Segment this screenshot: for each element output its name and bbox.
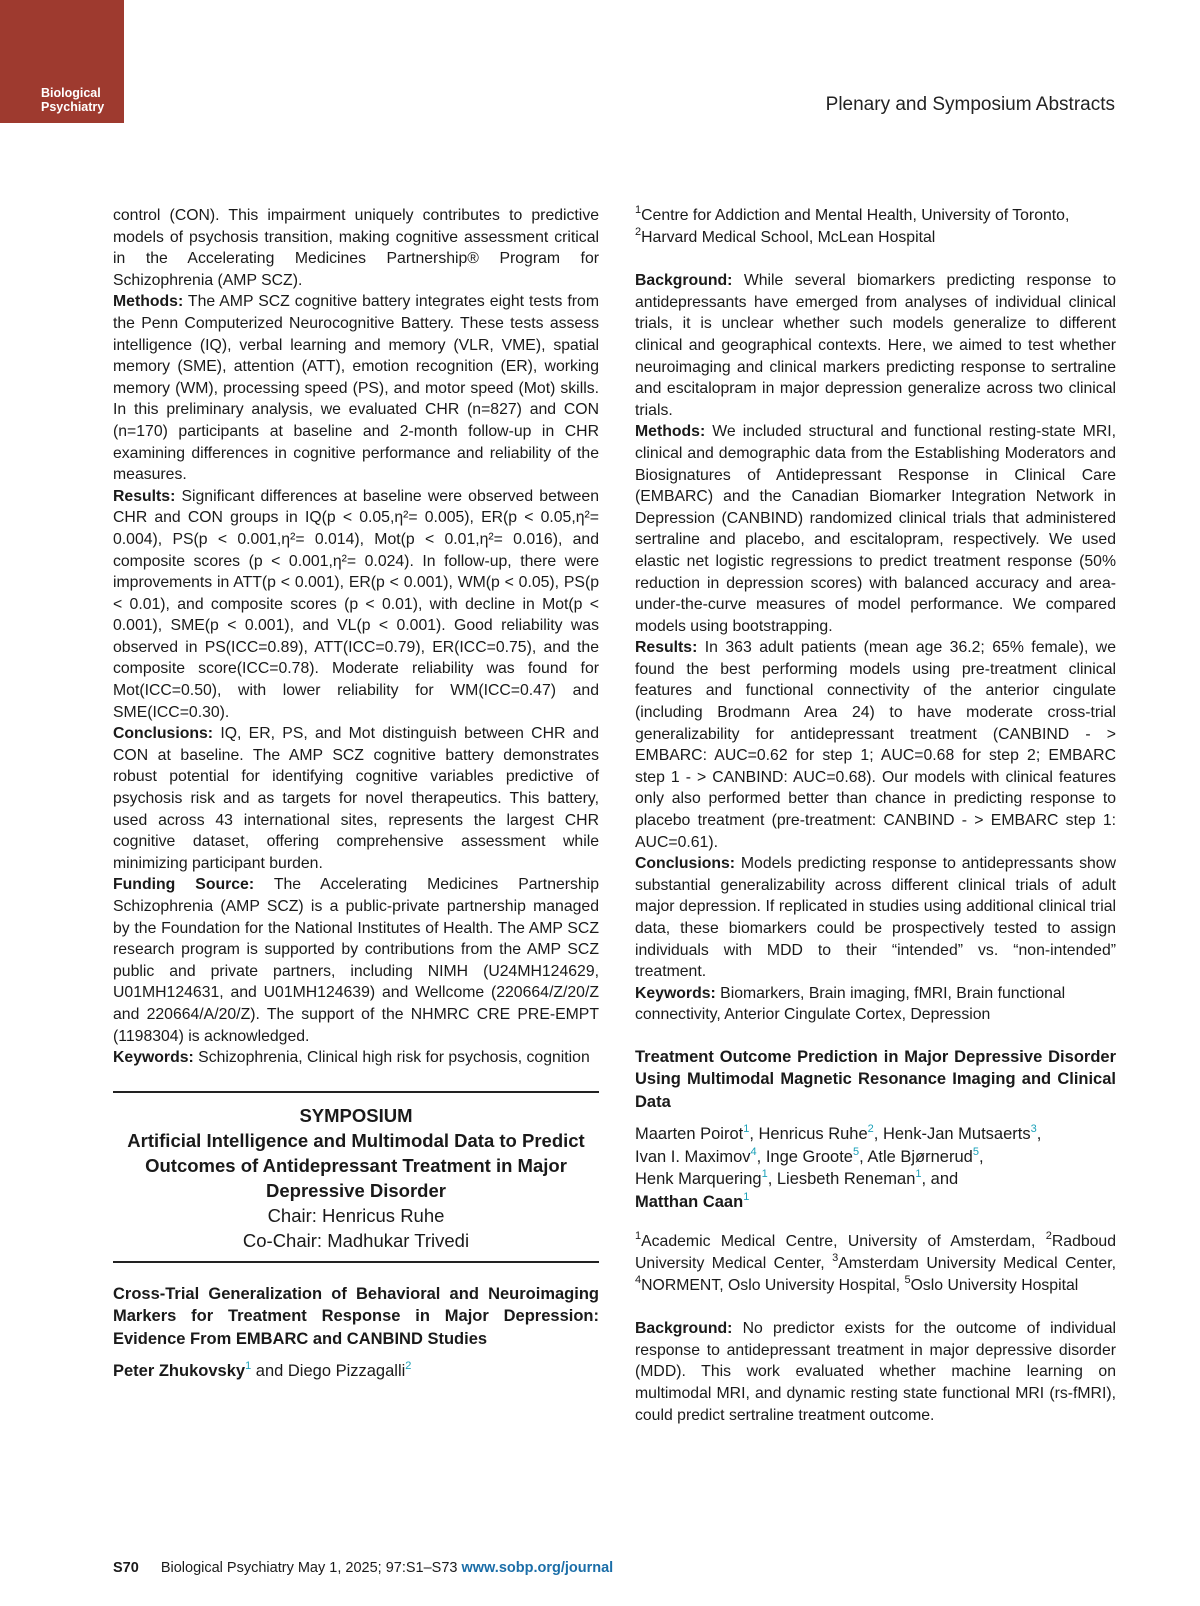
symposium-box — [113, 1091, 599, 1263]
author-separator: , — [1036, 1125, 1042, 1144]
methods-label: Methods: — [635, 423, 706, 441]
author-sup: 2 — [867, 1123, 874, 1136]
author-name: Henk-Jan Mutsaerts — [882, 1125, 1031, 1144]
results-text: Significant differences at baseline were observed between CHR and CON groups in IQ(p < 0.05,η²= 0.005), ER(p < 0.05,η²= 0.004), PS(p < 0.001,η²= 0.014), Mot(p < 0.01,η²= 0.016), and composite scores (p < 0.001,η²= 0.024). In follow-up, there were improvements in ATT(p < 0.001), ER(p < 0.001), WM(p < 0.05), PS(p < 0.01), and composite scores (p < 0.01), with decline in Mot(p < 0.001), SME(p < 0.001), and VL(p < 0.001). Good reliability was observed in PS(ICC=0.89), ATT(ICC=0.79), ER(ICC=0.75), and the composite score(ICC=0.78). Moderate reliability was found for Mot(ICC=0.50), with lower reliability for WM(ICC=0.47) and SME(ICC=0.30). — [113, 487, 600, 721]
keywords-paragraph — [635, 983, 1116, 1026]
author-name: Ivan I. Maximov — [635, 1147, 751, 1166]
author-name: Inge Groote — [765, 1147, 853, 1166]
author-sup: 4 — [750, 1145, 757, 1158]
author-name: Peter Zhukovsky — [113, 1362, 246, 1381]
logo-line-2: Psychiatry — [41, 100, 105, 114]
author-separator: , — [767, 1170, 777, 1189]
author-separator: , — [749, 1125, 759, 1144]
background-label: Background: — [635, 1320, 733, 1338]
affiliation-text: Radboud University Medical Center, — [635, 1233, 1116, 1273]
background-paragraph — [635, 1318, 1116, 1426]
funding-paragraph — [113, 874, 599, 1047]
left-column — [113, 205, 599, 1401]
methods-text: The AMP SCZ cognitive battery integrates eight tests from the Penn Computerized Neurocognitive Battery. These tests assess intelligence (IQ), verbal learning and memory (VLR, VME), spatial memory (SME), attention (ATT), emotion recognition (ER), working memory (WM), processing speed (PS), and motor speed (Mot) skills. In this preliminary analysis, we evaluated CHR (n=827) and CON (n=170) participants at baseline and 2-month follow-up in CHR examining differences in cognitive performance and reliability of the measures. — [113, 293, 599, 484]
background-text: While several biomarkers predicting response to antidepressants have emerged from analyses of individual clinical trials, it is unclear whether such models generalize to different clinical and geographical contexts. Here, we aimed to test whether neuroimaging and clinical markers predicting response to sertraline and escitalopram in major depression generalize across two clinical trials. — [635, 272, 1117, 419]
results-text: In 363 adult patients (mean age 36.2; 65% female), we found the best performing models using pre-treatment clinical features and functional connectivity of the anterior cingulate (including Brodmann Area 24) to have moderate cross-trial generalizability for antidepressant treatment (CANBIND - > EMBARC: AUC=0.62 for step 1; AUC=0.68 for step 2; EMBARC step 1 - > CANBIND: AUC=0.68). Our models with clinical features only also performed better than chance in predicting response to placebo treatment (pre-treatment: CANBIND - > EMBARC step 1: AUC=0.61). — [635, 639, 1116, 851]
intro-paragraph: control (CON). This impairment uniquely contributes to predictive models of psychosis transition, making cognitive assessment critical in the Accelerating Medicines Partnership® Program for Schizophrenia (AMP SCZ). — [113, 207, 599, 289]
right-column — [635, 205, 1116, 1426]
affiliation-sup: 2 — [1045, 1230, 1052, 1243]
affiliation-text: Harvard Medical School, McLean Hospital — [641, 228, 936, 246]
affiliation-sup: 5 — [904, 1273, 911, 1286]
affiliation-sup: 2 — [635, 225, 642, 238]
author-sup: 5 — [852, 1145, 860, 1158]
conclusions-text: Models predicting response to antidepressants show substantial generalizability across different clinical trials of adult major depression. If replicated in studies using additional clinical trial data, these biomarkers could be prospectively tested to assign individuals with MDD to their “intended” vs. “non-intended” treatment. — [635, 855, 1116, 981]
page-footer — [113, 1560, 613, 1576]
author-separator: , — [756, 1147, 766, 1166]
conclusions-text: IQ, ER, PS, and Mot distinguish between CHR and CON at baseline. The AMP SCZ cognitive battery demonstrates robust potential for identifying cognitive variables predictive of psychosis risk and as targets for novel therapeutics. This battery, used across 43 international sites, represents the largest CHR cognitive dataset, offering comprehensive assessment while minimizing participant burden. — [113, 725, 600, 872]
article-title: Treatment Outcome Prediction in Major Depressive Disorder Using Multimodal Magnetic Resonance Imaging and Clinical Data — [635, 1047, 1116, 1111]
affiliation-sup: 1 — [635, 204, 642, 216]
page-number: S70 — [113, 1560, 139, 1576]
keywords-label: Keywords: — [635, 984, 716, 1002]
conclusions-label: Conclusions: — [113, 725, 214, 743]
symposium-title: Artificial Intelligence and Multimodal Data to Predict Outcomes of Antidepressant Treatment in Major Depressive Disorder — [127, 1129, 585, 1201]
author-name: Henk Marquering — [635, 1170, 762, 1189]
section-heading: Plenary and Symposium Abstracts — [825, 94, 1115, 115]
author-sup: 1 — [245, 1360, 252, 1373]
author-sup: 5 — [972, 1145, 979, 1158]
conclusions-paragraph — [113, 723, 599, 874]
author-name: Liesbeth Reneman — [776, 1170, 916, 1189]
funding-label: Funding Source: — [113, 876, 255, 894]
keywords-label: Keywords: — [113, 1049, 194, 1067]
methods-paragraph — [113, 291, 599, 485]
results-paragraph — [635, 637, 1116, 853]
affiliation-sup: 3 — [832, 1252, 839, 1265]
background-label: Background: — [635, 272, 733, 290]
author-separator: , — [978, 1147, 984, 1166]
affiliation-text: Oslo University Hospital — [910, 1276, 1079, 1294]
journal-link[interactable]: www.sobp.org/journal — [461, 1560, 614, 1576]
affiliations — [635, 1231, 1116, 1296]
author-sup: 1 — [915, 1168, 922, 1181]
symposium-chair: Chair: Henricus Ruhe — [267, 1204, 445, 1226]
author-name: and Diego Pizzagalli — [251, 1362, 406, 1381]
citation: Biological Psychiatry May 1, 2025; 97:S1–S73 — [160, 1560, 458, 1576]
affiliation-sup: 1 — [635, 1230, 642, 1243]
author-sup: 3 — [1030, 1123, 1037, 1136]
funding-text: The Accelerating Medicines Partnership Schizophrenia (AMP SCZ) is a public-private partnership managed by the Foundation for the National Institutes of Health. The AMP SCZ research program is supported by contributions from the AMP SCZ public and private partners, including NIMH (U24MH124629, U01MH124631, and U01MH124639) and Wellcome (220664/Z/20/Z and 220664/A/20/Z). The support of the NHMRC CRE PRE-EMPT (1198304) is acknowledged. — [113, 876, 599, 1045]
article-authors — [635, 1123, 1116, 1213]
article-title: Cross-Trial Generalization of Behavioral and Neuroimaging Markers for Treatment Response in Major Depression: Evidence From EMBARC and CANBIND Studies — [113, 1284, 599, 1348]
symposium-cochair: Co-Chair: Madhukar Trivedi — [242, 1229, 470, 1251]
conclusions-paragraph — [635, 853, 1116, 983]
author-name: Atle Bjørnerud — [867, 1147, 973, 1166]
methods-label: Methods: — [113, 293, 184, 311]
affiliation-text: Centre for Addiction and Mental Health, University of Toronto, — [641, 207, 1070, 224]
affiliation-text: NORMENT, Oslo University Hospital, — [641, 1276, 905, 1294]
methods-paragraph — [635, 421, 1116, 637]
symposium-label: SYMPOSIUM — [299, 1104, 413, 1126]
author-name: Henricus Ruhe — [758, 1125, 868, 1144]
results-label: Results: — [635, 639, 698, 657]
author-separator: , and — [921, 1170, 959, 1189]
author-name: Matthan Caan — [635, 1192, 744, 1211]
author-sup: 2 — [405, 1360, 412, 1373]
keywords-text: Biomarkers, Brain imaging, fMRI, Brain functional connectivity, Anterior Cingulate Cortex, Depression — [635, 984, 1066, 1024]
journal-logo — [0, 0, 124, 123]
affiliation-sup: 4 — [635, 1273, 642, 1286]
affiliation-text: Amsterdam University Medical Center, — [838, 1255, 1116, 1273]
methods-text: We included structural and functional resting-state MRI, clinical and demographic data from the Establishing Moderators and Biosignatures of Antidepressant Response in Clinical Care (EMBARC) and the Canadian Biomarker Integration Network in Depression (CANBIND) randomized clinical trials that administered sertraline and placebo, and escitalopram, respectively. We used elastic net logistic regressions to predict treatment response (50% reduction in depression scores) with balanced accuracy and area-under-the-curve measures of model performance. We compared models using bootstrapping. — [635, 423, 1117, 635]
article-authors — [113, 1360, 599, 1383]
keywords-text: Schizophrenia, Clinical high risk for psychosis, cognition — [198, 1049, 590, 1067]
background-text: No predictor exists for the outcome of individual response to antidepressant treatment in major depressive disorder (MDD). This work evaluated whether machine learning on multimodal MRI, and dynamic resting state functional MRI (rs-fMRI), could predict sertraline treatment outcome. — [635, 1320, 1117, 1424]
author-name: Maarten Poirot — [635, 1125, 744, 1144]
keywords-paragraph — [113, 1047, 599, 1069]
results-paragraph — [113, 486, 599, 724]
author-separator: , — [859, 1147, 868, 1166]
background-paragraph — [635, 270, 1116, 421]
results-label: Results: — [113, 487, 176, 505]
author-sup: 1 — [743, 1123, 750, 1136]
affiliations — [635, 205, 1116, 248]
conclusions-label: Conclusions: — [635, 855, 736, 873]
affiliation-text: Academic Medical Centre, University of Amsterdam, — [641, 1233, 1046, 1251]
author-separator: , — [873, 1125, 883, 1144]
author-sup: 1 — [743, 1190, 750, 1203]
logo-line-1: Biological — [41, 86, 101, 100]
author-sup: 1 — [761, 1168, 768, 1181]
